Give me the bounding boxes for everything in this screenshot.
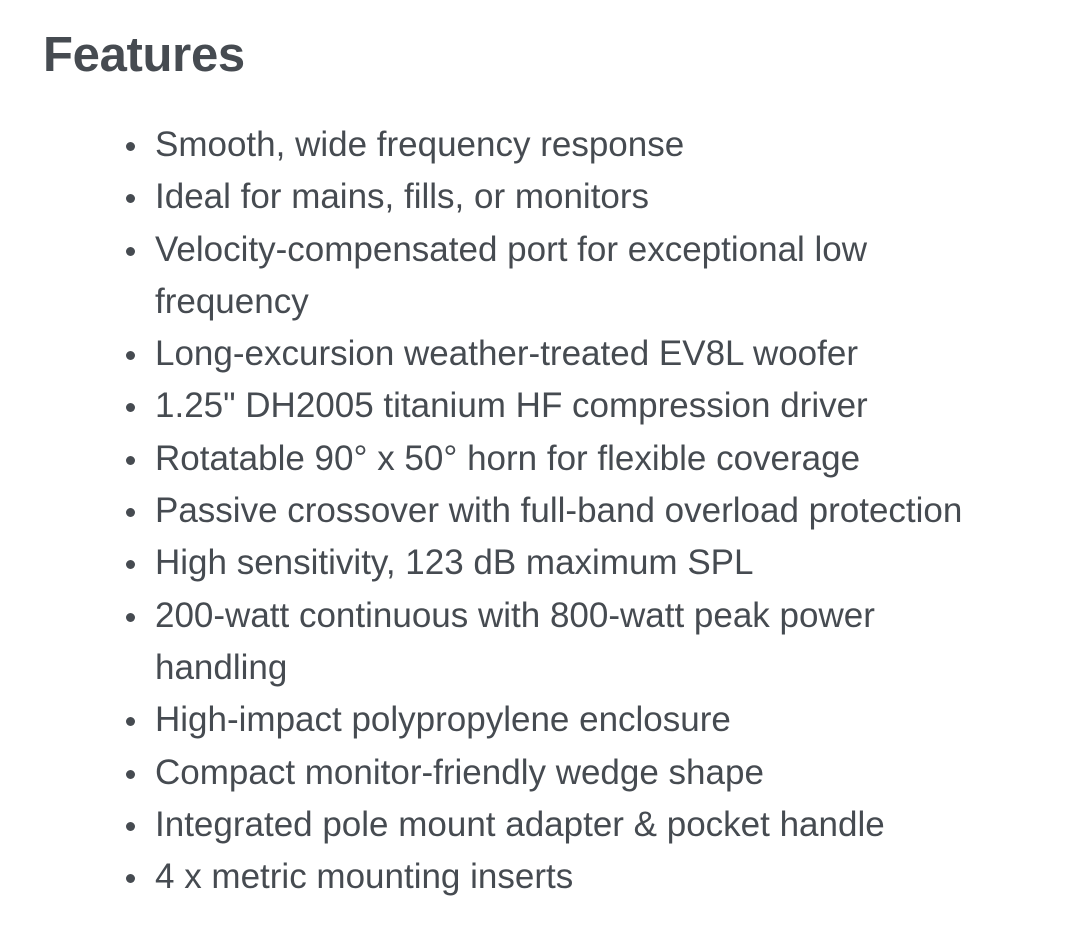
bullet-icon — [126, 613, 135, 622]
feature-text: Velocity-compensated port for exceptional low frequency — [155, 229, 868, 321]
feature-item — [155, 590, 935, 695]
feature-item — [155, 433, 1035, 485]
bullet-icon — [126, 247, 135, 256]
bullet-icon — [126, 142, 135, 151]
feature-item — [155, 171, 1035, 223]
bullet-icon — [126, 822, 135, 831]
feature-item — [155, 380, 1035, 432]
bullet-icon — [126, 770, 135, 779]
feature-text: 4 x metric mounting inserts — [155, 857, 574, 897]
feature-item — [155, 851, 1035, 903]
feature-text: High sensitivity, 123 dB maximum SPL — [155, 543, 754, 583]
bullet-icon — [126, 403, 135, 412]
feature-text: 1.25" DH2005 titanium HF compression driver — [155, 386, 868, 426]
bullet-icon — [126, 351, 135, 360]
feature-text: 200-watt continuous with 800-watt peak power handling — [155, 595, 875, 687]
feature-item — [155, 224, 925, 329]
feature-item — [155, 119, 1035, 171]
feature-list — [155, 119, 1035, 903]
bullet-icon — [126, 717, 135, 726]
feature-item — [155, 328, 1035, 380]
bullet-icon — [126, 456, 135, 465]
feature-item — [155, 694, 1035, 746]
feature-item — [155, 747, 1035, 799]
features-heading: Features — [43, 28, 245, 82]
feature-text: High-impact polypropylene enclosure — [155, 700, 731, 740]
bullet-icon — [126, 874, 135, 883]
feature-text: Long-excursion weather-treated EV8L woofer — [155, 334, 858, 374]
feature-text: Smooth, wide frequency response — [155, 125, 685, 164]
bullet-icon — [126, 560, 135, 569]
feature-text: Rotatable 90° x 50° horn for flexible coverage — [155, 438, 861, 478]
bullet-icon — [126, 194, 135, 203]
feature-text: Integrated pole mount adapter & pocket handle — [155, 804, 885, 844]
feature-text: Passive crossover with full-band overload protection — [155, 491, 963, 531]
feature-item — [155, 485, 1035, 537]
feature-item — [155, 799, 1035, 851]
feature-item — [155, 537, 1035, 589]
feature-text: Ideal for mains, fills, or monitors — [155, 177, 650, 217]
feature-text: Compact monitor-friendly wedge shape — [155, 752, 764, 792]
bullet-icon — [126, 508, 135, 517]
